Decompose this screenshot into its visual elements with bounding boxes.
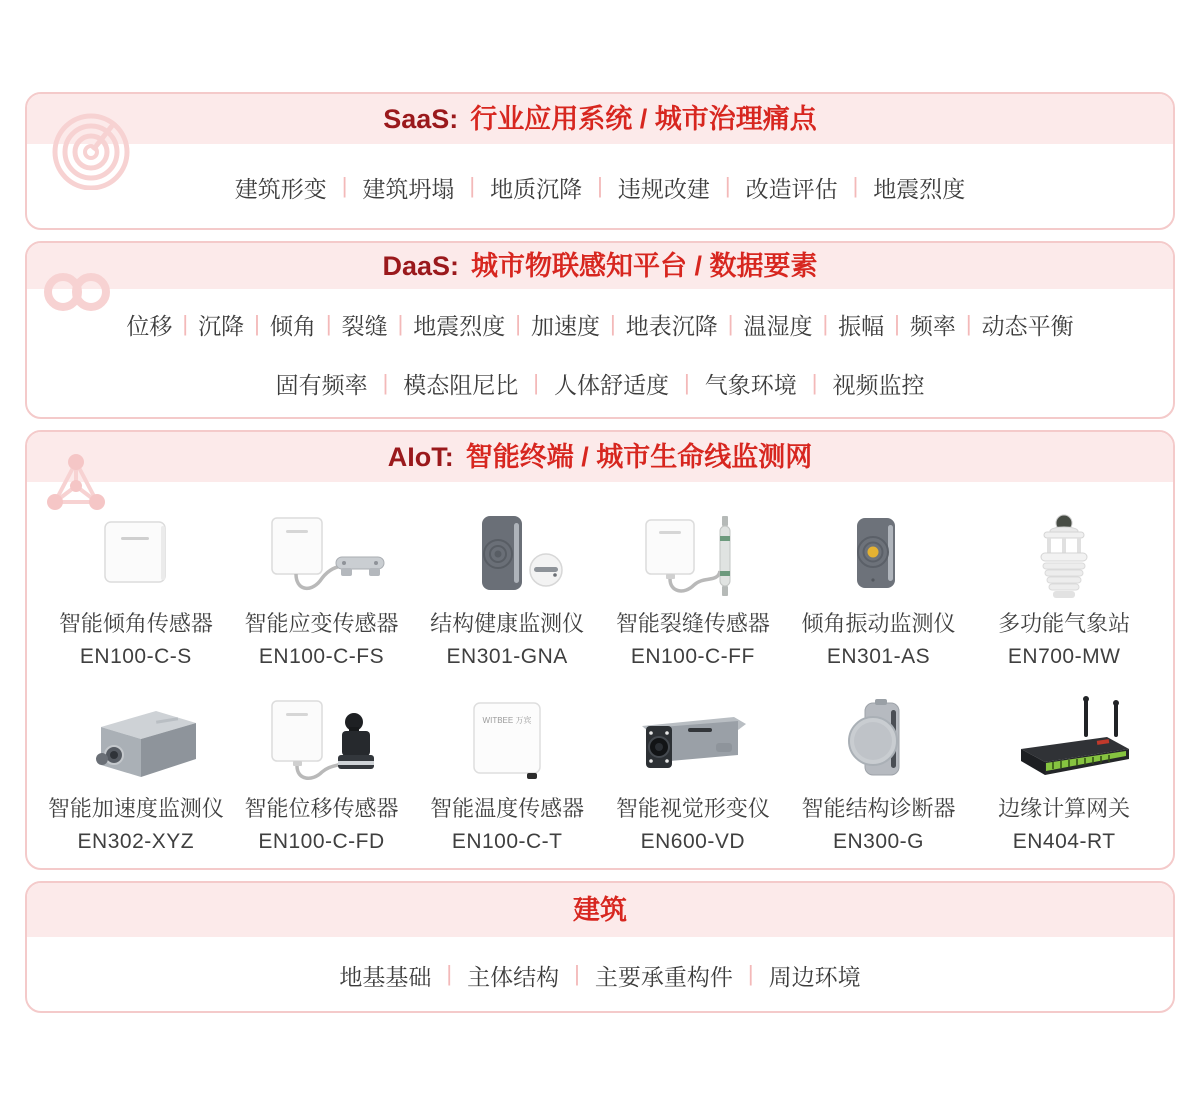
product-card [600,695,786,854]
product-card [971,510,1157,669]
saas-title-text: 行业应用系统 / 城市治理痛点 [470,103,817,134]
product-model: EN700-MW [1007,645,1121,668]
product-name: 智能位移传感器 [244,796,399,821]
saas-item: 地震烈度 [873,175,966,202]
daas-header-band [27,243,1173,289]
product-name: 智能加速度监测仪 [47,796,224,821]
product-name: 智能温度传感器 [430,796,585,821]
saas-item: 建筑形变 | [235,171,363,204]
product-image-structure-diagnoser [803,695,953,787]
daas-item: 沉降 | [198,308,270,341]
daas-item: 人体舒适度 | [554,367,705,400]
building-item: 周边环境 [768,963,861,990]
product-name: 智能结构诊断器 [801,796,956,821]
product-model: EN100-C-T [451,830,563,853]
daas-item: 倾角 | [270,308,342,341]
product-model: EN404-RT [1012,830,1116,853]
product-model: EN100-C-FF [630,645,755,668]
product-card [414,695,600,854]
saas-item: 改造评估 | [746,171,874,204]
daas-item: 模态阻尼比 | [403,367,554,400]
product-name: 智能倾角传感器 [58,611,213,636]
building-header-band [27,883,1173,937]
product-model: EN301-AS [826,645,931,668]
product-image-temperature-sensor [432,695,582,787]
brand-text: WITBEE 万宾 [482,716,532,725]
product-model: EN301-GNA [446,645,568,668]
daas-item: 温湿度 | [743,308,838,341]
product-card [414,510,600,669]
product-card [43,695,229,854]
product-card [43,510,229,669]
product-image-tilt-sensor [61,510,211,602]
product-model: EN600-VD [640,830,746,853]
daas-item: 振幅 | [838,308,910,341]
aiot-title-prefix: AIoT: [387,441,454,472]
product-image-edge-gateway [989,695,1139,787]
product-image-displacement-sensor [246,695,396,787]
saas-title-prefix: SaaS: [383,103,459,134]
product-name: 多功能气象站 [998,611,1131,636]
product-image-strain-sensor [246,510,396,602]
daas-item: 裂缝 | [342,308,414,341]
product-model: EN100-C-FD [258,830,385,853]
product-name: 边缘计算网关 [998,796,1131,821]
daas-item: 视频监控 [832,372,925,398]
aiot-header-band [27,432,1173,482]
product-image-vision-camera [618,695,768,787]
product-name: 倾角振动监测仪 [801,611,956,636]
aiot-title-text: 智能终端 / 城市生命线监测网 [465,441,813,472]
daas-item: 地震烈度 | [413,308,531,341]
building-title-text: 建筑 [573,894,627,925]
product-name: 结构健康监测仪 [430,611,585,636]
daas-items-row2 [276,367,925,400]
product-name: 智能应变传感器 [244,611,399,636]
product-card [786,510,972,669]
product-image-weather-station [989,510,1139,602]
product-image-crack-sensor [618,510,768,602]
daas-section [25,241,1175,419]
daas-item: 地表沉降 | [626,308,744,341]
product-card [971,695,1157,854]
saas-items-row [235,171,966,204]
product-model: EN300-G [832,830,925,853]
daas-item: 动态平衡 [981,313,1074,339]
product-model: EN100-C-S [79,645,192,668]
product-grid [27,482,1173,854]
product-card [600,510,786,669]
building-section [25,881,1175,1013]
product-card [229,695,415,854]
product-card [786,695,972,854]
saas-item: 地质沉降 | [490,171,618,204]
daas-title [382,250,818,281]
daas-item: 气象环境 | [705,367,833,400]
product-image-structural-health-monitor [432,510,582,602]
product-model: EN302-XYZ [77,830,195,853]
product-image-tilt-vibration-monitor [803,510,953,602]
daas-item: 固有频率 | [276,367,404,400]
product-image-acceleration-monitor [61,695,211,787]
saas-item: 违规改建 | [618,171,746,204]
aiot-title [387,441,813,472]
daas-item: 频率 | [910,308,982,341]
daas-item: 位移 | [126,308,198,341]
product-name: 智能裂缝传感器 [615,611,770,636]
daas-item: 加速度 | [531,308,626,341]
product-card [229,510,415,669]
saas-item: 建筑坍塌 | [362,171,490,204]
daas-title-prefix: DaaS: [382,250,459,281]
saas-header-band [27,94,1173,144]
building-item: 地基基础 | [339,959,467,992]
daas-title-text: 城市物联感知平台 / 数据要素 [471,250,818,281]
daas-items-row1 [126,308,1073,341]
aiot-section [25,430,1175,870]
product-name: 智能视觉形变仪 [615,796,770,821]
building-item: 主体结构 | [467,959,595,992]
building-item: 主要承重构件 | [595,959,769,992]
building-title [573,894,627,925]
saas-title [383,103,817,134]
saas-section [25,92,1175,230]
product-model: EN100-C-FS [258,645,385,668]
building-items-row [339,959,860,992]
